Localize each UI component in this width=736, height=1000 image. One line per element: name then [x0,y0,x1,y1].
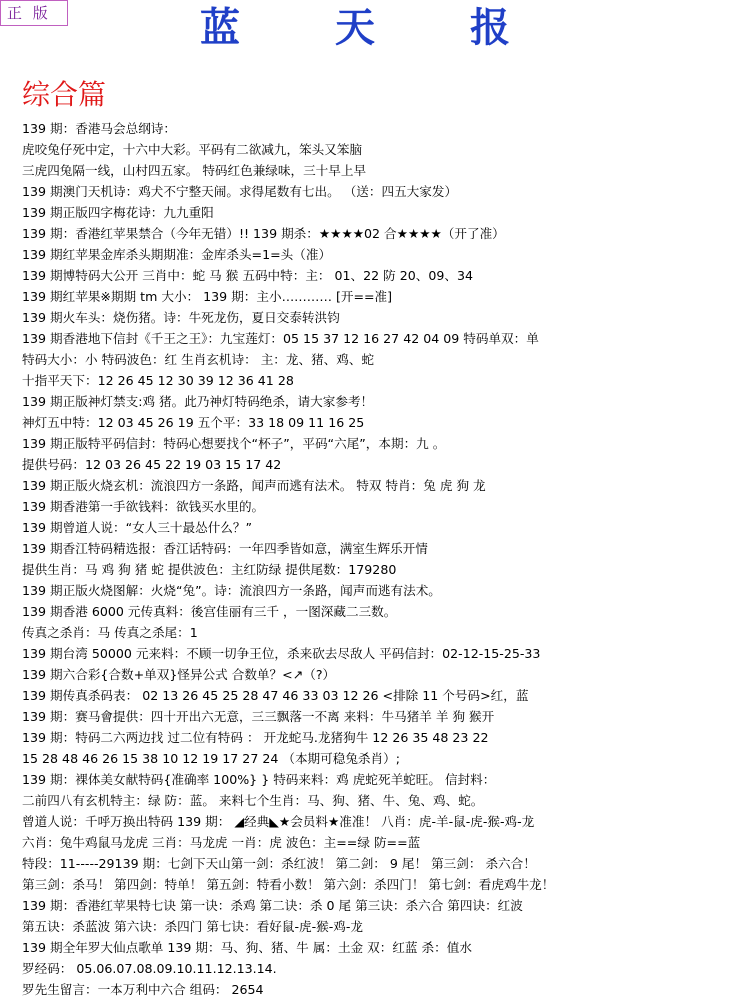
text-line: 虎咬兔仔死中定，十六中大彩。平码有二欲减九，笨头又笨脑 [22,142,363,157]
text-line: 139 期全年罗大仙点歌单 139 期：马、狗、猪、牛 属：土金 双：红蓝 杀：值水 [22,940,472,955]
text-line: 139 期六合彩{合数+单双}怪异公式 合数单？<↗（?） [22,667,336,682]
text-line: 特码大小：小 特码波色：红 生肖玄机诗： 主：龙、猪、鸡、蛇 [22,352,375,367]
text-line: 提供号码：12 03 26 45 22 19 03 15 17 42 [22,457,282,472]
text-line: 139 期正版特平码信封：特码心想要找个“杯子”，平码“六尾”，本期：九 。 [22,436,446,451]
text-line: 特段：11-----29139 期：七剑下天山第一剑：杀红波！ 第二剑： 9 尾！ 第三剑： 杀六合！ [22,856,536,871]
text-line: 139 期：香港马会总纲诗： [22,121,176,136]
text-line: 139 期博特码大公开 三肖中：蛇 马 猴 五码中特：主： 01、22 防 20、09、34 [22,268,474,283]
text-line: 139 期：香港红苹果禁合（今年无错）!! 139 期杀：★★★★02 合★★★★（开了准） [22,226,505,241]
text-line: 139 期正版火烧图解：火烧“兔”。诗：流浪四方一条路，闻声而逃有法术。 [22,583,441,598]
text-line: 139 期：香港红苹果特七诀 第一诀：杀鸡 第二诀：杀 0 尾 第三诀：杀六合 第四诀：红波 [22,898,523,913]
section-heading: 综合篇 [22,78,107,111]
text-line: 139 期正版火烧玄机：流浪四方一条路，闻声而逃有法术。 特双 特肖：兔 虎 狗 龙 [22,478,486,493]
text-line: 139 期曾道人说：“女人三十最怂什么？” [22,520,252,535]
text-line: 15 28 48 46 26 15 38 10 12 19 17 27 24 （本期可稳兔杀肖）; [22,751,400,766]
text-line: 139 期台湾 50000 元来料：不顾一切争王位，杀来砍去尽敌人 平码信封：02-12-15-25-33 [22,646,541,661]
text-line: 139 期：裸体美女献特码{准确率 100%} } 特码来料：鸡 虎蛇死羊蛇旺。 信封料： [22,772,496,787]
text-line: 139 期：特码二六两边找 过二位有特码 ： 开龙蛇马.龙猪狗牛 12 26 35 48 23 22 [22,730,489,745]
text-line: 139 期传真杀码表： 02 13 26 45 25 28 47 46 33 03 12 26 <排除 11 个号码>红，蓝 [22,688,529,703]
text-line: 第三剑：杀马！ 第四剑：特单！ 第五剑：特看小数！ 第六剑：杀四门！ 第七剑：看虎鸡牛龙！ [22,877,555,892]
text-line: 139 期正版四字梅花诗：九九重阳 [22,205,214,220]
text-line: 传真之杀肖：马 传真之杀尾：1 [22,625,198,640]
text-line: 提供生肖：马 鸡 狗 猪 蛇 提供波色：主红防绿 提供尾数：179280 [22,562,397,577]
text-line: 139 期红苹果※期期 tm 大小： 139 期：主小………… [开==准] [22,289,393,304]
text-line: 139 期：赛马會提供：四十开出六无意，三三飘落一不离 来料：牛马猪羊 羊 狗 猴开 [22,709,495,724]
text-line: 139 期红苹果金库杀头期期准：金库杀头=1=头（准） [22,247,332,262]
text-line: 139 期正版神灯禁支:鸡 猪。此乃神灯特码绝杀，请大家参考！ [22,394,374,409]
content-body [22,118,732,1000]
text-line: 十指平天下：12 26 45 12 30 39 12 36 41 28 [22,373,294,388]
title-char-3: 报 [470,4,510,51]
text-line: 139 期香港 6000 元传真料：後宫佳丽有三千 ，一图深藏二三数。 [22,604,397,619]
text-line: 139 期香港地下信封《千王之王》：九宝莲灯：05 15 37 12 16 27 42 04 09 特码单双：单 [22,331,539,346]
text-line: 139 期香港第一手欲钱料：欲钱买水里的。 [22,499,265,514]
edition-badge: 正 版 [0,0,68,26]
text-line: 曾道人说：千呼万换出特码 139 期： ◢经典◣★会员料★准准！ 八肖：虎-羊-鼠-虎-猴-鸡-龙 [22,814,535,829]
text-line: 神灯五中特：12 03 45 26 19 五个平：33 18 09 11 16 25 [22,415,365,430]
newspaper-title [200,4,510,52]
text-line: 139 期火车头：烧伤猪。诗：牛死龙伤，夏日交泰转洪钧 [22,310,340,325]
title-char-1: 蓝 [200,4,240,51]
text-line: 罗先生留言：一本万利中六合 组码： 2654 [22,982,264,997]
text-line: 二前四八有玄机特主：绿 防：蓝。 来料七个生肖：马、狗、猪、牛、兔、鸡、蛇。 [22,793,484,808]
text-line: 第五诀：杀蓝波 第六诀：杀四门 第七诀：看好鼠-虎-猴-鸡-龙 [22,919,364,934]
text-line: 139 期澳门天机诗：鸡犬不宁整天闹。求得尾数有七出。 （送：四五大家发） [22,184,458,199]
text-line: 三虎四兔隔一线，山村四五家。 特码红色兼绿味，三十早上早 [22,163,367,178]
text-line: 139 期香江特码精选报：香江话特码：一年四季皆如意，满室生辉乐开情 [22,541,428,556]
title-char-2: 天 [335,4,375,51]
text-line: 罗经码： 05.06.07.08.09.10.11.12.13.14. [22,961,277,976]
text-line: 六肖：兔牛鸡鼠马龙虎 三肖：马龙虎 一肖：虎 波色：主==绿 防==蓝 [22,835,421,850]
